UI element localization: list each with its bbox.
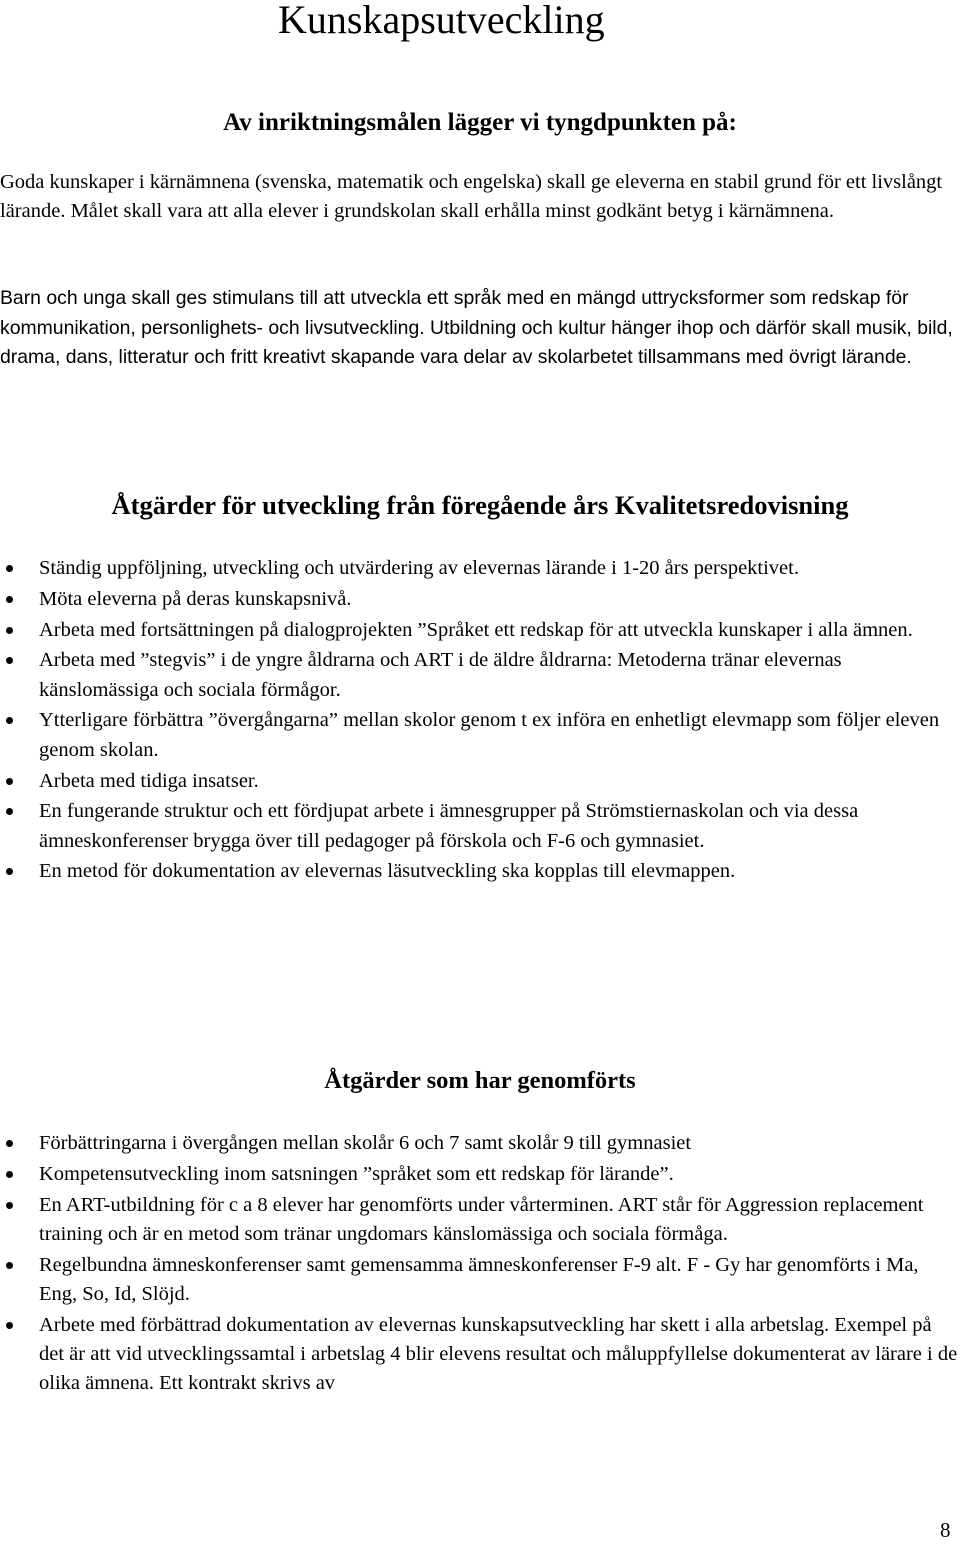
list-item-text: Arbeta med tidiga insatser. [39,769,259,792]
list-item [0,1129,960,1158]
list-item [0,706,960,765]
bullet-icon [6,1140,13,1147]
bullet-icon [6,1202,13,1209]
bullet-icon [6,1171,13,1178]
bullet-icon [6,717,13,724]
bullet-icon [6,657,13,664]
list-item [0,1311,960,1399]
paragraph-language-culture: Barn och unga skall ges stimulans till att utveckla ett språk med en mängd uttrycksformer som redskap för kommunikation, personlighets- och livsutveckling. Utbildning och kultur hänger ihop och därför skall musik, bild, drama, dans, litteratur och fritt kreativt skapande vara delar av skolarbetet tillsammans med övrigt lärande. [0,287,953,368]
list-item-text: Kompetensutveckling inom satsningen ”språket som ett redskap för lärande”. [39,1162,674,1185]
bullet-icon [6,778,13,785]
section2-heading: Åtgärder för utveckling från föregående års Kvalitetsredovisning [111,490,849,520]
list-item [0,554,960,583]
development-actions-list [0,554,960,888]
list-item [0,857,960,886]
list-item [0,1191,960,1250]
list-item-text: En ART-utbildning för c a 8 elever har genomförts under vårterminen. ART står för Aggression replacement training och är en metod som tränar ungdomars känslomässiga och sociala förmåga. [39,1193,924,1245]
section1-heading: Av inriktningsmålen lägger vi tyngdpunkten på: [223,109,737,136]
bullet-icon [6,565,13,572]
bullet-icon [6,1322,13,1329]
list-item-text: En fungerande struktur och ett fördjupat arbete i ämnesgrupper på Strömstiernaskolan och via dessa ämneskonferenser brygga över till pedagoger på förskola och F-6 och gymnasiet. [39,800,859,852]
list-item-text: En metod för dokumentation av elevernas läsutveckling ska kopplas till elevmappen. [39,860,736,883]
list-item [0,767,960,796]
bullet-icon [6,596,13,603]
list-item-text: Arbete med förbättrad dokumentation av elevernas kunskapsutveckling har skett i alla arbetslag. Exempel på det är att vid utvecklingssamtal i arbetslag 4 blir elevens resultat och måluppfyllelse dokumenterat av lärare i de olika ämnena. Ett kontrakt skrivs av [39,1313,958,1395]
completed-actions-list [0,1129,960,1400]
bullet-icon [6,808,13,815]
list-item [0,585,960,614]
list-item-text: Arbeta med fortsättningen på dialogprojekten ”Språket ett redskap för att utveckla kunskaper i alla ämnen. [39,618,913,641]
section3-heading: Åtgärder som har genomförts [324,1067,636,1094]
bullet-icon [6,868,13,875]
list-item [0,646,960,705]
bullet-icon [6,1262,13,1269]
list-item-text: Regelbundna ämneskonferenser samt gemensamma ämneskonferenser F-9 alt. F - Gy har genomförts i Ma, Eng, So, Id, Slöjd. [39,1253,919,1305]
page-title: Kunskapsutveckling [278,0,605,42]
list-item-text: Ytterligare förbättra ”övergångarna” mellan skolor genom t ex införa en enhetligt elevmapp som följer eleven genom skolan. [39,709,940,761]
list-item-text: Möta eleverna på deras kunskapsnivå. [39,587,352,610]
list-item [0,1251,960,1310]
list-item-text: Förbättringarna i övergången mellan skolår 6 och 7 samt skolår 9 till gymnasiet [39,1132,692,1154]
list-item [0,797,960,856]
bullet-icon [6,627,13,634]
list-item-text: Ständig uppföljning, utveckling och utvärdering av elevernas lärande i 1-20 års perspektivet. [39,557,799,579]
page-number: 8 [940,1518,951,1542]
paragraph-core-subjects: Goda kunskaper i kärnämnena (svenska, matematik och engelska) skall ge eleverna en stabil grund för ett livslångt lärande. Målet skall vara att alla elever i grundskolan skall erhålla minst godkänt betyg i kärnämnena. [0,171,943,222]
list-item [0,616,960,645]
list-item [0,1160,960,1189]
list-item-text: Arbeta med ”stegvis” i de yngre åldrarna och ART i de äldre åldrarna: Metoderna tränar elevernas känslomässiga och sociala förmågor. [39,649,842,701]
